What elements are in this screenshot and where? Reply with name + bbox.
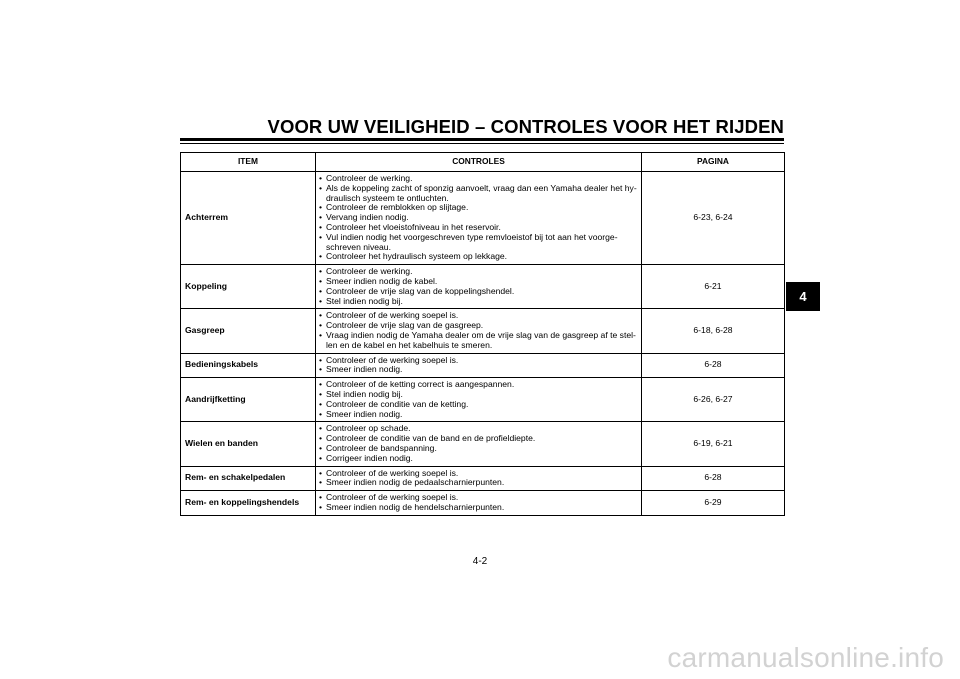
control-step: • Vraag indien nodig de Yamaha dealer om de vrije slag van de gasgreep af te stel-len en de kabel en het kabelhuis te smeren. xyxy=(319,331,638,351)
control-step: • Smeer indien nodig. xyxy=(319,365,638,375)
item-name: Gasgreep xyxy=(181,309,316,353)
controls-list xyxy=(319,356,638,376)
control-step: • Controleer de werking. xyxy=(319,267,638,277)
control-step: • Controleer of de werking soepel is. xyxy=(319,311,638,321)
control-step: • Controleer de werking. xyxy=(319,174,638,184)
control-step: • Controleer of de ketting correct is aangespannen. xyxy=(319,380,638,390)
control-step: • Controleer of de werking soepel is. xyxy=(319,493,638,503)
header-rule-thick xyxy=(180,138,784,141)
control-step: • Controleer de conditie van de band en de profieldiepte. xyxy=(319,434,638,444)
item-name: Koppeling xyxy=(181,265,316,309)
controls-cell xyxy=(316,378,642,422)
table-row xyxy=(181,422,785,466)
table-header-row xyxy=(181,153,785,172)
controls-list xyxy=(319,174,638,262)
item-name: Aandrijfketting xyxy=(181,378,316,422)
controls-list xyxy=(319,469,638,489)
table-row xyxy=(181,491,785,516)
controls-cell xyxy=(316,491,642,516)
pre-ride-check-table xyxy=(180,152,785,516)
control-step: • Controleer de vrije slag van de gasgreep. xyxy=(319,321,638,331)
control-step: • Als de koppeling zacht of sponzig aanvoelt, vraag dan een Yamaha dealer het hy-draulisch systeem te ontluchten. xyxy=(319,184,638,204)
control-step: • Stel indien nodig bij. xyxy=(319,297,638,307)
table-body xyxy=(181,172,785,516)
control-step: • Controleer of de werking soepel is. xyxy=(319,469,638,479)
table-row xyxy=(181,309,785,353)
table-row xyxy=(181,265,785,309)
control-step: • Controleer op schade. xyxy=(319,424,638,434)
controls-cell xyxy=(316,265,642,309)
column-header-page: PAGINA xyxy=(642,153,785,172)
control-step: • Controleer de vrije slag van de koppelingshendel. xyxy=(319,287,638,297)
page-reference: 6-19, 6-21 xyxy=(642,422,785,466)
controls-cell xyxy=(316,422,642,466)
item-name: Rem- en schakelpedalen xyxy=(181,466,316,491)
header-rule-thin xyxy=(180,143,784,144)
controls-list xyxy=(319,493,638,513)
control-step: • Controleer de remblokken op slijtage. xyxy=(319,203,638,213)
page-reference: 6-29 xyxy=(642,491,785,516)
control-step: • Controleer de bandspanning. xyxy=(319,444,638,454)
control-step: • Vervang indien nodig. xyxy=(319,213,638,223)
chapter-tab[interactable]: 4 xyxy=(786,282,820,311)
table-row xyxy=(181,172,785,265)
controls-cell xyxy=(316,466,642,491)
controls-cell xyxy=(316,309,642,353)
controls-cell xyxy=(316,172,642,265)
controls-list xyxy=(319,380,638,419)
control-step: • Controleer het hydraulisch systeem op lekkage. xyxy=(319,252,638,262)
control-step: • Controleer of de werking soepel is. xyxy=(319,356,638,366)
page-number: 4-2 xyxy=(472,556,488,567)
table-row xyxy=(181,378,785,422)
control-step: • Smeer indien nodig. xyxy=(319,410,638,420)
control-step: • Corrigeer indien nodig. xyxy=(319,454,638,464)
control-step: • Stel indien nodig bij. xyxy=(319,390,638,400)
page-title: VOOR UW VEILIGHEID – CONTROLES VOOR HET RIJDEN xyxy=(267,116,784,137)
item-name: Rem- en koppelingshendels xyxy=(181,491,316,516)
page-reference: 6-23, 6-24 xyxy=(642,172,785,265)
page-reference: 6-18, 6-28 xyxy=(642,309,785,353)
controls-list xyxy=(319,424,638,463)
column-header-item: ITEM xyxy=(181,153,316,172)
item-name: Achterrem xyxy=(181,172,316,265)
item-name: Bedieningskabels xyxy=(181,353,316,378)
control-step: • Controleer het vloeistofniveau in het reservoir. xyxy=(319,223,638,233)
page-reference: 6-28 xyxy=(642,466,785,491)
page-reference: 6-28 xyxy=(642,353,785,378)
column-header-controls: CONTROLES xyxy=(316,153,642,172)
watermark: carmanualsonline.info xyxy=(667,642,944,673)
controls-cell xyxy=(316,353,642,378)
item-name: Wielen en banden xyxy=(181,422,316,466)
table-row xyxy=(181,353,785,378)
control-step: • Smeer indien nodig de kabel. xyxy=(319,277,638,287)
page-reference: 6-21 xyxy=(642,265,785,309)
control-step: • Smeer indien nodig de pedaalscharnierpunten. xyxy=(319,478,638,488)
control-step: • Smeer indien nodig de hendelscharnierpunten. xyxy=(319,503,638,513)
controls-list xyxy=(319,311,638,350)
controls-list xyxy=(319,267,638,306)
control-step: • Controleer de conditie van de ketting. xyxy=(319,400,638,410)
table-row xyxy=(181,466,785,491)
page-reference: 6-26, 6-27 xyxy=(642,378,785,422)
control-step: • Vul indien nodig het voorgeschreven type remvloeistof bij tot aan het voorge-schreven niveau. xyxy=(319,233,638,253)
